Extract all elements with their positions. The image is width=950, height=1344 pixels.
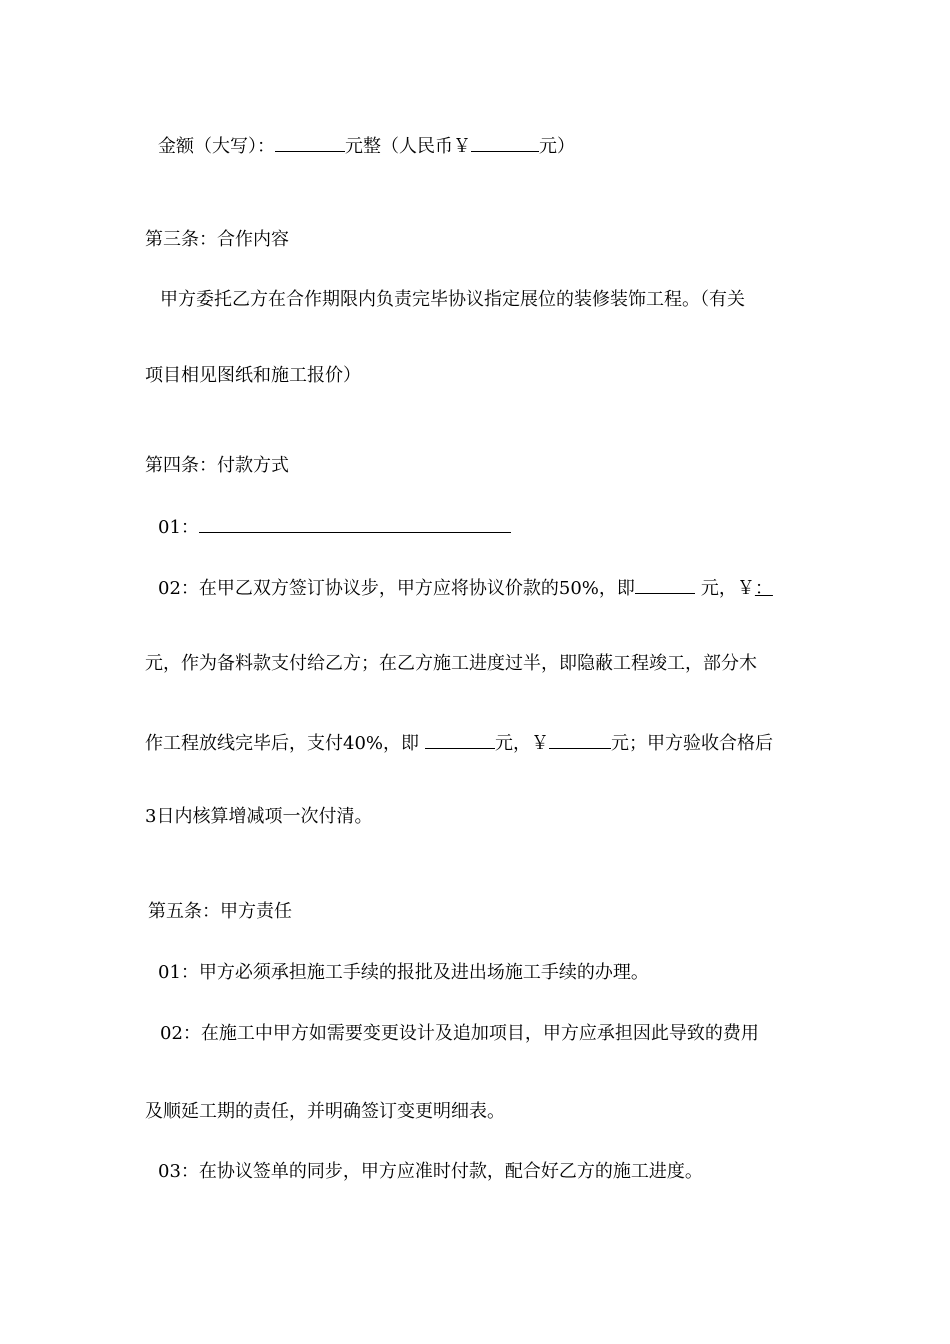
article4-item2-text2: 元，￥ — [700, 578, 755, 599]
article4-item1 — [158, 514, 511, 540]
article4-line3-text2: 元，￥ — [495, 733, 550, 754]
article4-item2-line2: 元，作为备料款支付给乙方；在乙方施工进度过半，即隐蔽工程竣工，部分木 — [145, 653, 757, 674]
amount-end-text: 元） — [539, 136, 575, 157]
article4-line3-text3: 元；甲方验收合格后 — [611, 733, 774, 754]
amount-uppercase-blank — [275, 133, 345, 152]
article4-item2-line3 — [145, 730, 773, 756]
article4-line3-text1: 作工程放线完毕后，支付40%，即 — [145, 733, 420, 754]
article4-item2-amount-blank — [635, 575, 695, 594]
article4-line3-blank1 — [425, 730, 495, 749]
article5-item1: 01：甲方必须承担施工手续的报批及进出场施工手续的办理。 — [158, 962, 649, 983]
amount-label: 金额（大写）： — [158, 136, 275, 157]
article3-paragraph-line1: 甲方委托乙方在合作期限内负责完毕协议指定展位的装修装饰工程。（有关 — [160, 289, 745, 310]
amount-line — [158, 133, 575, 159]
amount-rmb-blank — [471, 133, 539, 152]
article4-line3-blank2 — [549, 730, 611, 749]
article4-item1-blank — [199, 514, 511, 533]
article5-item2-line1: 02：在施工中甲方如需要变更设计及追加项目，甲方应承担因此导致的费用 — [160, 1023, 759, 1044]
article5-item2-line2: 及顺延工期的责任，并明确签订变更明细表。 — [145, 1101, 505, 1122]
article3-paragraph-line2: 项目相见图纸和施工报价） — [145, 365, 361, 386]
article4-item2-underlined: ： — [754, 578, 773, 599]
article4-item2-line1 — [158, 575, 773, 601]
article5-heading: 第五条：甲方责任 — [148, 901, 292, 922]
article4-item2-text1: 02：在甲乙双方签订协议步，甲方应将协议价款的50%，即 — [158, 578, 635, 599]
article4-item2-line4: 3日内核算增减项一次付清。 — [145, 806, 373, 827]
article3-heading: 第三条：合作内容 — [145, 229, 289, 250]
amount-mid-text: 元整（人民币￥ — [345, 136, 471, 157]
article4-heading: 第四条：付款方式 — [145, 455, 289, 476]
article5-item3: 03：在协议签单的同步，甲方应准时付款，配合好乙方的施工进度。 — [158, 1161, 703, 1182]
article4-item1-label: 01： — [158, 517, 199, 538]
